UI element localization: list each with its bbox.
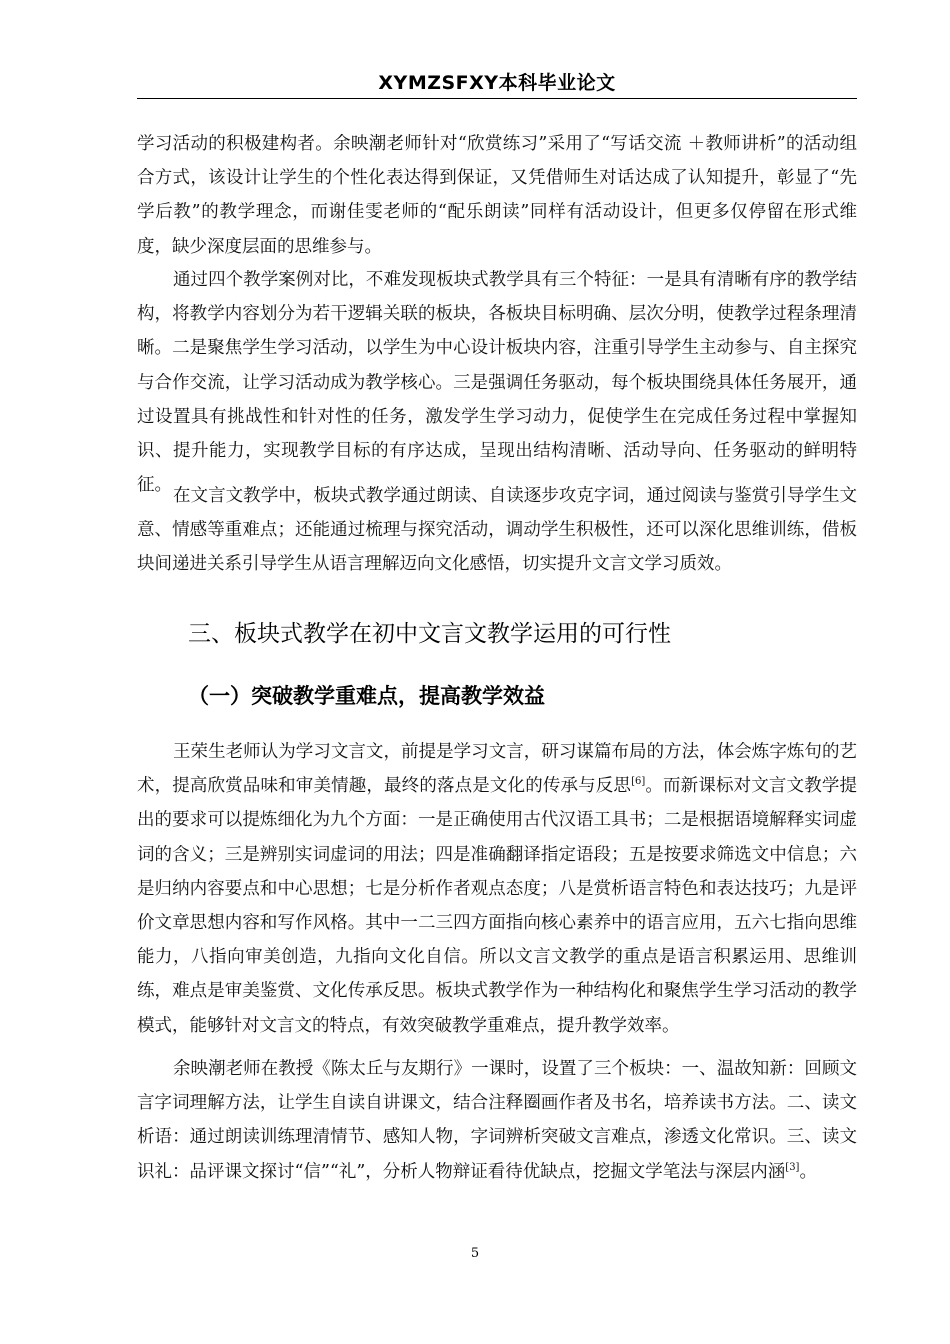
body-paragraph-5 — [137, 1052, 857, 1189]
header-rule — [137, 98, 857, 99]
citation-ref: [3] — [785, 1161, 800, 1173]
page-number: 5 — [470, 1246, 480, 1261]
citation-ref: [6] — [631, 776, 646, 788]
paragraph-text: 余映潮老师在教授《陈太丘与友期行》一课时，设置了三个板块：一、温故知新：回顾文言字词理解方法，让学生自读自讲课文，结合注释圈画作者及书名，培养读书方法。二、读文析语：通过朗读训练理清情节、感知人物，字词辨析突破文言难点，渗透文化常识。三、读文识礼：品评课文探讨“信”“礼”，分析人物辩证看待优缺点，挖掘文学笔法与深层内涵 — [137, 1059, 857, 1182]
paragraph-text: 。而新课标对文言文教学提出的要求可以提炼细化为九个方面：一是正确使用古代汉语工具书；二是根据语境解释实词虚词的含义；三是辨别实词虚词的用法；四是准确翻译指定语段；五是按要求筛选文中信息；六是归纳内容要点和中心思想；七是分析作者观点态度；八是赏析语言特色和表达技巧；九是评价文章思想内容和写作风格。其中一二三四方面指向核心素养中的语言应用，五六七指向思维能力，八指向审美创造，九指向文化自信。所以文言文教学的重点是语言积累运用、思维训练，难点是审美鉴赏、文化传承反思。板块式教学作为一种结构化和聚焦学生学习活动的教学模式，能够针对文言文的特点，有效突破教学重难点，提升教学效率。 — [137, 776, 857, 1036]
subsection-heading: （一）突破教学重难点，提高教学效益 — [188, 684, 545, 708]
body-paragraph-1: 学习活动的积极建构者。余映潮老师针对“欣赏练习”采用了“写话交流 ＋教师讲析”的活动组合方式，该设计让学生的个性化表达得到保证，又凭借师生对话达成了认知提升，彰显了“先学后教”的教学理念，而谢佳雯老师的“配乐朗读”同样有活动设计，但更多仅停留在形式维度，缺少深度层面的思维参与。 — [137, 134, 857, 257]
paragraph-text: 王荣生老师认为学习文言文，前提是学习文言，研习谋篇布局的方法，体会炼字炼句的艺术，提高欣赏品味和审美情趣，最终的落点是文化的传承与反思 — [137, 742, 857, 797]
running-header: XYMZSFXY本科毕业论文 — [378, 72, 616, 94]
paragraph-text: 。 — [799, 1161, 817, 1182]
section-heading: 三、板块式教学在初中文言文教学运用的可行性 — [188, 621, 671, 647]
body-paragraph-4 — [137, 735, 857, 1043]
body-paragraph-3: 在文言文教学中，板块式教学通过朗读、自读逐步攻克字词，通过阅读与鉴赏引导学生文意、情感等重难点；还能通过梳理与探究活动，调动学生积极性，还可以深化思维训练，借板块间递进关系引导学生从语言理解迈向文化感悟，切实提升文言文学习质效。 — [137, 486, 857, 575]
body-paragraph-2: 通过四个教学案例对比，不难发现板块式教学具有三个特征：一是具有清晰有序的教学结构，将教学内容划分为若干逻辑关联的板块，各板块目标明确、层次分明，使教学过程条理清晰。二是聚焦学生学习活动，以学生为中心设计板块内容，注重引导学生主动参与、自主探究与合作交流，让学习活动成为教学核心。三是强调任务驱动，每个板块围绕具体任务展开，通过设置具有挑战性和针对性的任务，激发学生学习动力，促使学生在完成任务过程中掌握知识、提升能力，实现教学目标的有序达成，呈现出结构清晰、活动导向、任务驱动的鲜明特征。 — [137, 270, 857, 496]
